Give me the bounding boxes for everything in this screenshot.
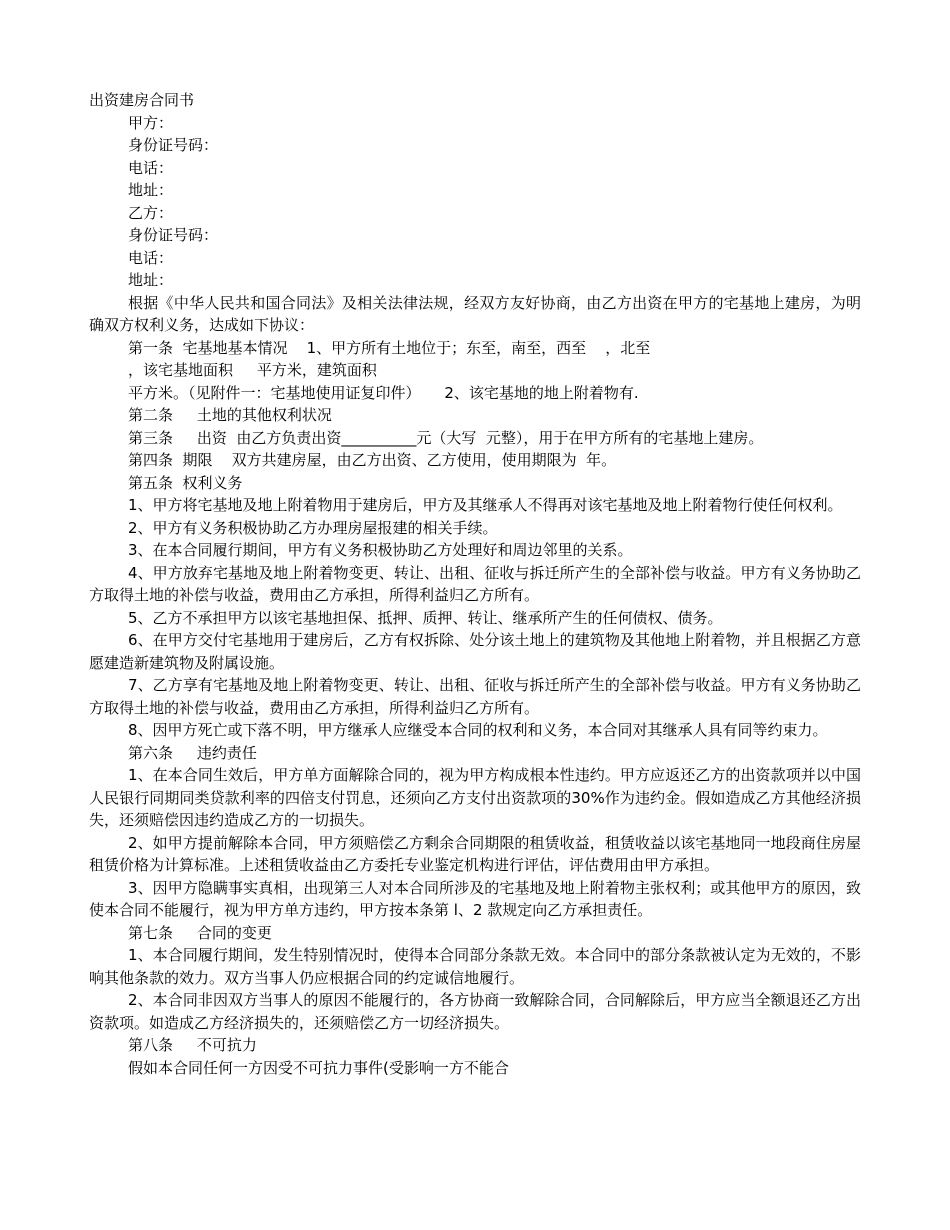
article-5-item: 6、在甲方交付宅基地用于建房后，乙方有权拆除、处分该土地上的建筑物及其他地上附着物，并且根据乙方意愿建造新建筑物及附属设施。 — [89, 631, 861, 672]
article-5-item: 8、因甲方死亡或下落不明，甲方继承人应继受本合同的权利和义务，本合同对其继承人具有同等约束力。 — [128, 721, 828, 739]
article-5-heading: 第五条 权利义务 — [128, 473, 243, 492]
party-b-phone-label: 电话： — [128, 248, 174, 267]
article-3-text: 第三条 出资 由乙方负责出资__________元（大写 元整），用于在甲方所有的宅基地上建房。 — [128, 428, 764, 447]
preamble-paragraph: 根据《中华人民共和国合同法》及相关法律法规，经双方友好协商，由乙方出资在甲方的宅基地上建房，为明确双方权利义务，达成如下协议： — [89, 293, 861, 334]
article-5-item: 5、乙方不承担甲方以该宅基地担保、抵押、质押、转让、继承所产生的任何债权、债务。 — [128, 608, 723, 627]
article-2-heading: 第二条 土地的其他权利状况 — [128, 406, 332, 424]
contract-body — [89, 89, 861, 1079]
article-1-line-1: 第一条 宅基地基本情况 1、甲方所有土地位于；东至，南至，西至 ，北至 — [128, 338, 651, 357]
party-a-address-label: 地址： — [128, 181, 174, 199]
article-7-item: 2、本合同非因双方当事人的原因不能履行的，各方协商一致解除合同，合同解除后，甲方应当全额退还乙方出资款项。如造成乙方经济损失的，还须赔偿乙方一切经济损失。 — [89, 991, 861, 1032]
article-5-item: 7、乙方享有宅基地及地上附着物变更、转让、出租、征收与拆迁所产生的全部补偿与收益。甲方有义务协助乙方取得土地的补偿与收益，费用由乙方承担，所得利益归乙方所有。 — [89, 676, 861, 717]
article-6-heading: 第六条 违约责任 — [128, 743, 257, 762]
article-4-text: 第四条 期限 双方共建房屋，由乙方出资、乙方使用，使用期限为 年。 — [128, 451, 617, 469]
party-b-address-label: 地址： — [128, 271, 174, 289]
article-5-item: 4、甲方放弃宅基地及地上附着物变更、转让、出租、征收与拆迁所产生的全部补偿与收益。甲方有义务协助乙方取得土地的补偿与收益，费用由乙方承担，所得利益归乙方所有。 — [89, 563, 861, 604]
article-5-item: 2、甲方有义务积极协助乙方办理房屋报建的相关手续。 — [128, 518, 498, 537]
party-b-id-label: 身份证号码： — [128, 226, 219, 244]
party-a-label: 甲方： — [128, 113, 174, 132]
article-6-item: 1、在本合同生效后，甲方单方面解除合同的，视为甲方构成根本性违约。甲方应返还乙方的出资款项并以中国人民银行同期同类贷款利率的四倍支付罚息，还须向乙方支付出资款项的30%作为违约金。假如造成乙方其他经济损失，还须赔偿因违约造成乙方的一切损失。 — [89, 766, 861, 829]
party-a-id-label: 身份证号码： — [128, 136, 219, 154]
article-5-item: 1、甲方将宅基地及地上附着物用于建房后，甲方及其继承人不得再对该宅基地及地上附着物行使任何权利。 — [128, 496, 843, 514]
article-1-line-2: ，该宅基地面积 平方米，建筑面积 — [128, 361, 377, 379]
article-7-item: 1、本合同履行期间，发生特别情况时，使得本合同部分条款无效。本合同中的部分条款被认定为无效的，不影响其他条款的效力。双方当事人仍应根据合同的约定诚信地履行。 — [89, 946, 861, 987]
article-6-item: 2、如甲方提前解除本合同，甲方须赔偿乙方剩余合同期限的租赁收益，租赁收益以该宅基地同一地段商住房屋租赁价格为计算标准。上述租赁收益由乙方委托专业鉴定机构进行评估，评估费用由甲方承担。 — [89, 833, 861, 874]
article-7-heading: 第七条 合同的变更 — [128, 923, 272, 942]
article-5-item: 3、在本合同履行期间，甲方有义务积极协助乙方处理好和周边邻里的关系。 — [128, 541, 633, 559]
article-8-heading: 第八条 不可抗力 — [128, 1036, 257, 1054]
article-8-text: 假如本合同任何一方因受不可抗力事件(受影响一方不能合 — [128, 1058, 509, 1077]
article-1-line-3: 平方米。（见附件一：宅基地使用证复印件） 2、该宅基地的地上附着物有. — [128, 383, 639, 402]
document-title: 出资建房合同书 — [89, 91, 195, 109]
party-a-phone-label: 电话： — [128, 158, 174, 177]
article-6-item: 3、因甲方隐瞒事实真相，出现第三人对本合同所涉及的宅基地及地上附着物主张权利；或其他甲方的原因，致使本合同不能履行，视为甲方单方违约，甲方按本条第 l、2 款规定向乙方承担责任。 — [89, 878, 861, 919]
party-b-label: 乙方： — [128, 203, 174, 222]
